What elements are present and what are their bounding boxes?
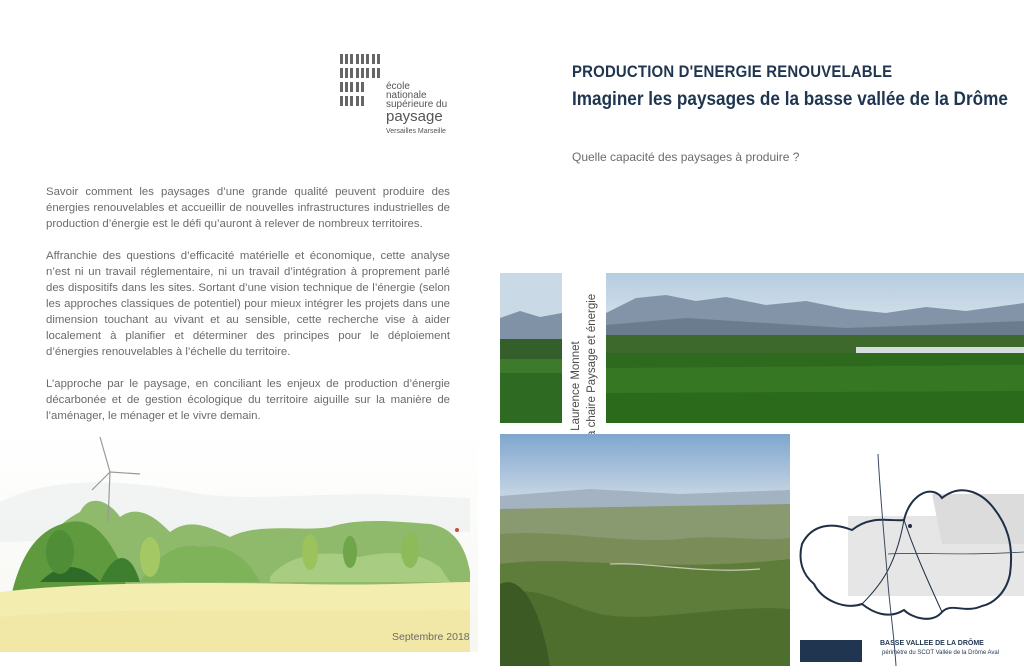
map-subtitle: périmètre du SCOT Vallée de la Drôme Aval: [882, 650, 1000, 656]
logo-line-4: paysage: [386, 108, 443, 125]
logo-line-3: supérieure du: [386, 99, 448, 110]
map-title: BASSE VALLEE DE LA DRÔME: [880, 640, 984, 647]
logo-line-2: nationale: [386, 90, 427, 101]
right-page: [500, 0, 1024, 672]
cover-question: Quelle capacité des paysages à produire ?: [572, 150, 800, 164]
school-logo: [340, 54, 460, 138]
logo-grid-icon: [340, 54, 382, 106]
intro-paragraph-1: Savoir comment les paysages d’une grande qualité peuvent produire des énergies renouvelables et accueillir de nouvelles infrastructures industrielles de production d’énergie est le défi qu’auront à relever de nombreux territoires.: [46, 186, 450, 230]
valley-photo-wide: [606, 273, 1024, 423]
intro-paragraph-2: Affranchie des questions d’efficacité matérielle et économique, cette analyse n’est ni un travail réglementaire, ni un travail d’intégration à proprement parlé des dispositifs dans les sites. Sortant d’une vision technique de l’énergie (selon les approches classiques de potentiel) pour mieux intégrer les projets dans une dimension touchant au vivant et au sensible, cette recherche vise à aider localement à planifier et déterminer des principes pour le déploiement d’énergies renouvelables à l’échelle du territoire.: [46, 250, 450, 358]
publication-date: Septembre 2018: [392, 631, 470, 643]
cover-subtitle: Imaginer les paysages de la basse vallée de la Drôme: [572, 88, 1008, 110]
territory-map: [792, 434, 1024, 666]
valley-photo-small: [500, 273, 562, 423]
aerial-valley-photo: [500, 434, 790, 666]
left-page: [0, 0, 500, 672]
map-scale-box: [800, 640, 862, 662]
logo-text: [386, 82, 447, 136]
cover-title: PRODUCTION D'ENERGIE RENOUVELABLE: [572, 62, 893, 81]
logo-line-1: école: [386, 81, 410, 92]
watercolor-landscape-illustration: [0, 432, 478, 652]
intro-text: [46, 184, 450, 440]
logo-cities: Versailles Marseille: [386, 128, 446, 135]
intro-paragraph-3: L’approche par le paysage, en conciliant les enjeux de production d’énergie décarbonée et de gestion écologique du territoire aiguille sur la manière de l’aménager, le ménager et le vivre demain.: [46, 378, 450, 422]
